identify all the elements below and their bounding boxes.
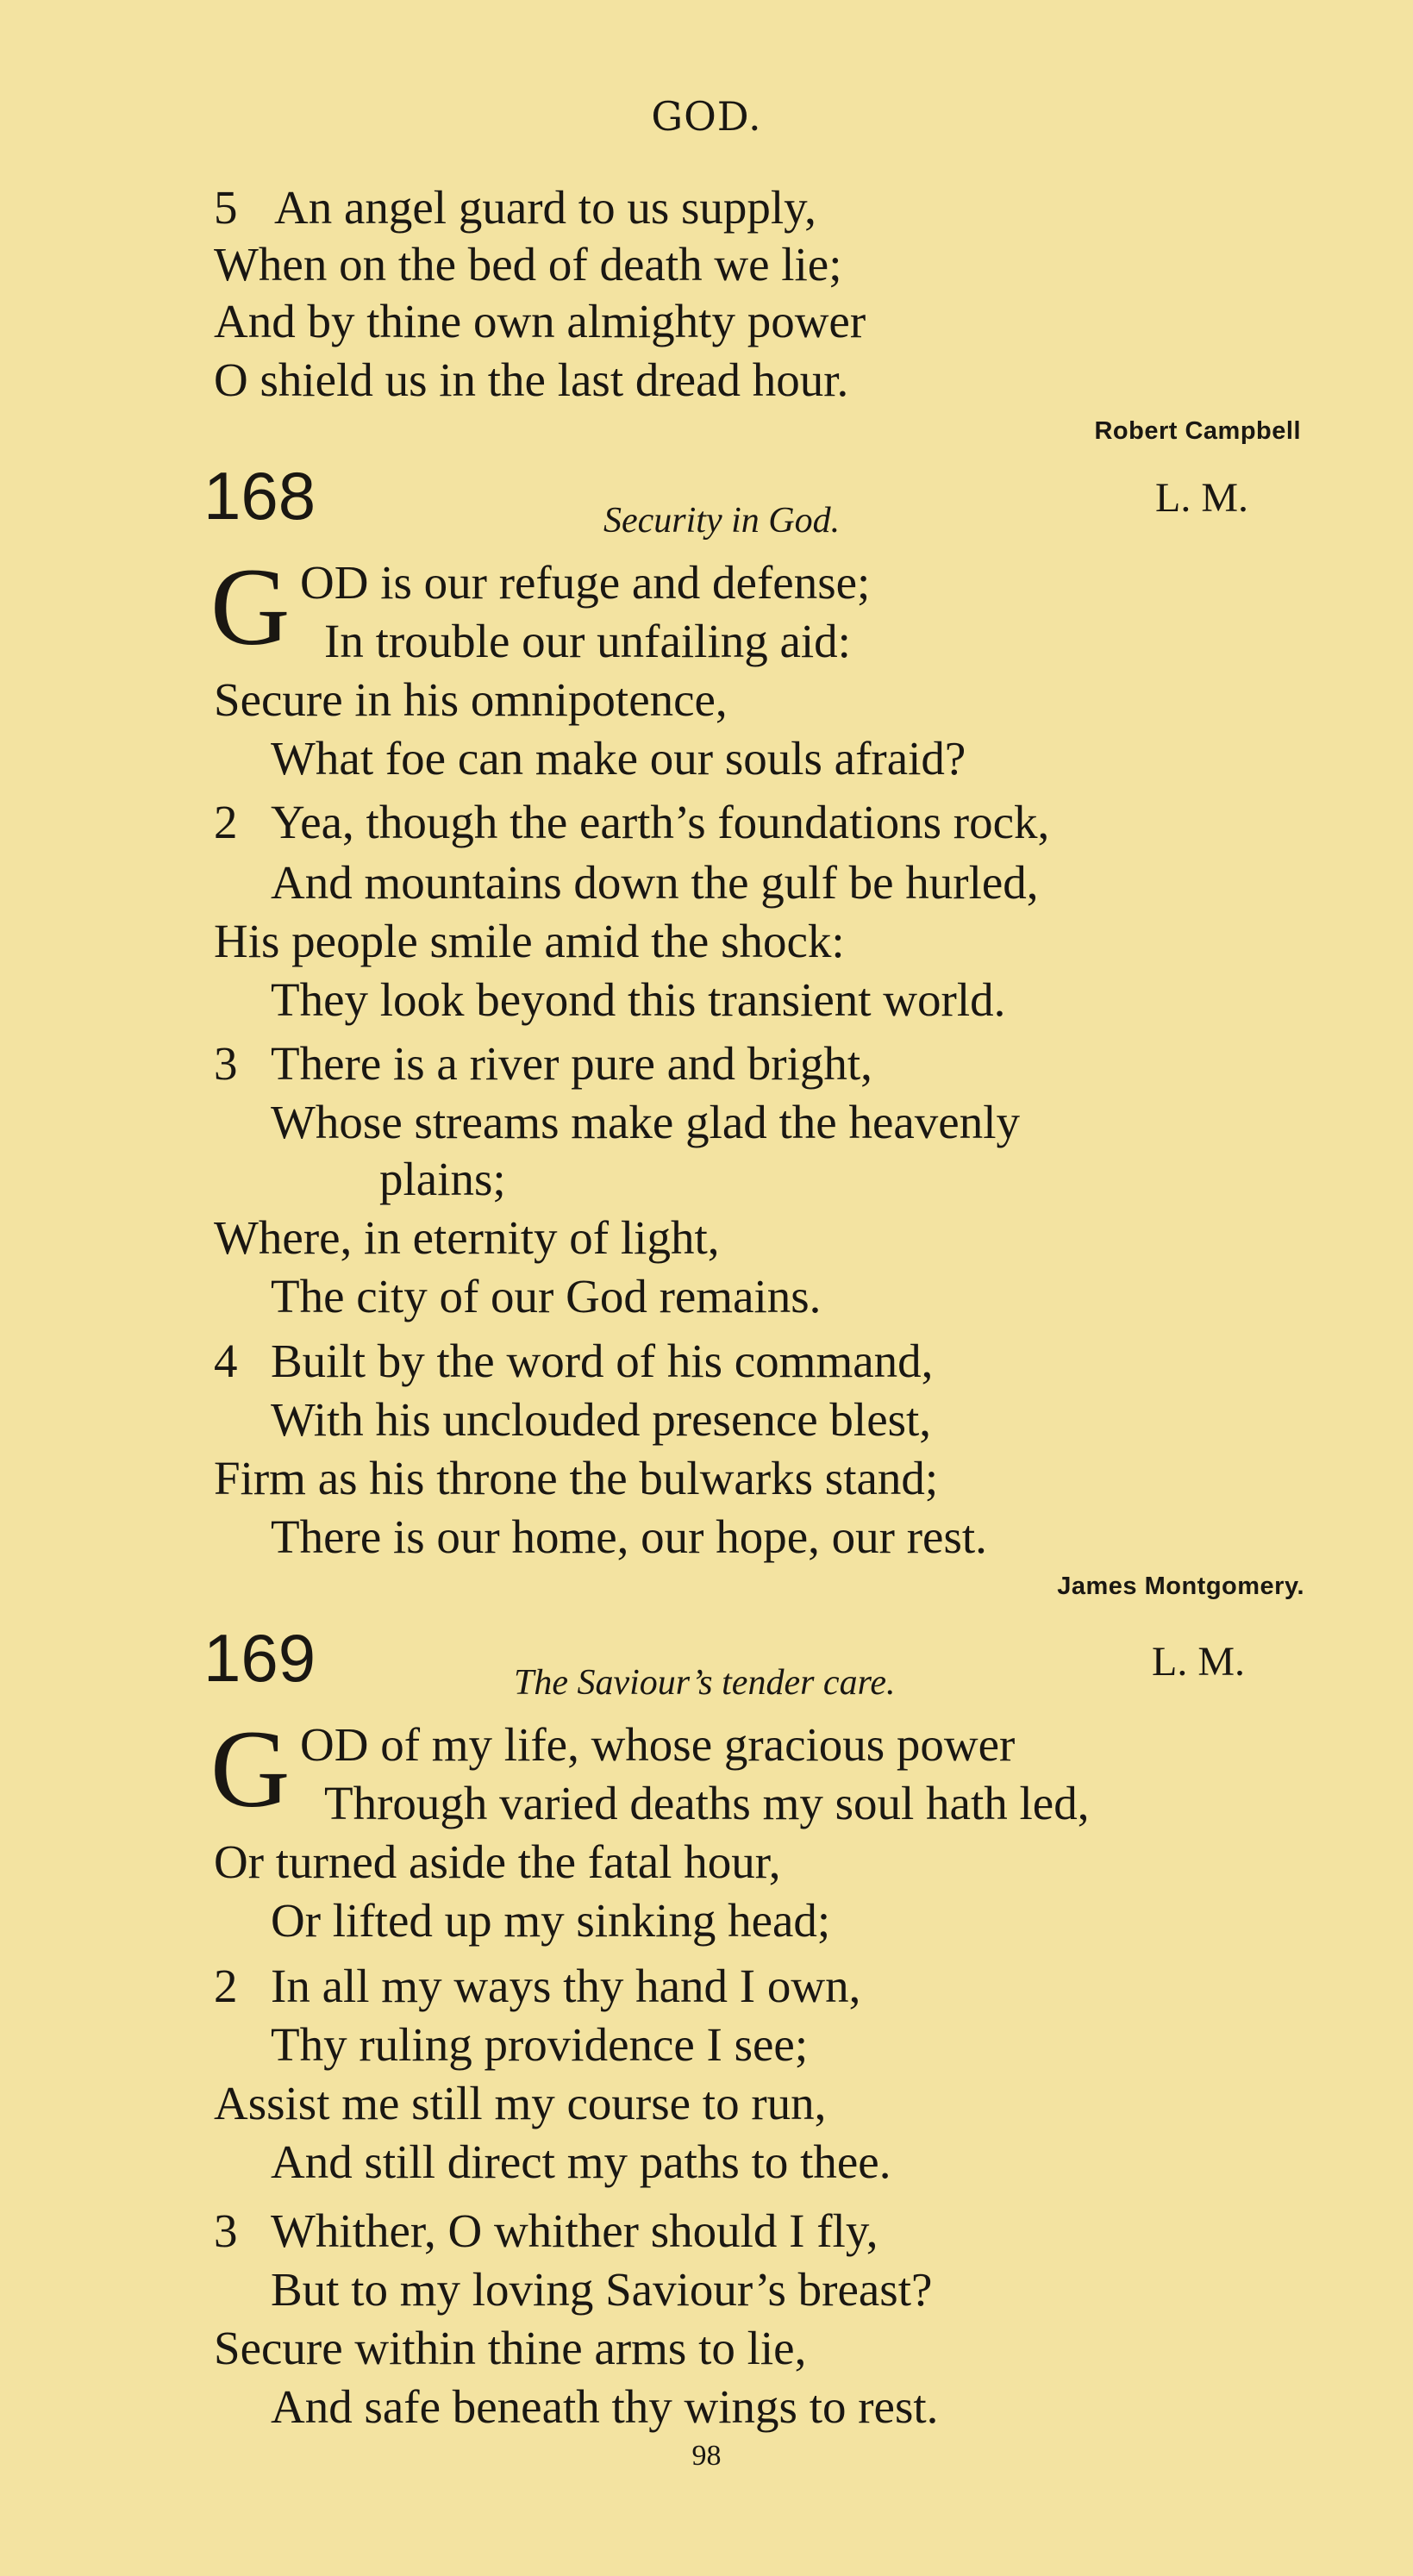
verse-number: 2 [214, 796, 238, 848]
hymn-number: 169 [203, 1620, 316, 1696]
verse-line: But to my loving Saviour’s breast? [271, 2263, 933, 2316]
verse-line: Whither, O whither should I fly, [271, 2204, 878, 2257]
verse-line: Secure in his omnipotence, [214, 673, 728, 726]
verse-line: Assist me still my course to run, [214, 2077, 827, 2129]
verse-line: In trouble our unfailing aid: [324, 615, 851, 667]
author-attribution: Robert Campbell [1094, 417, 1301, 445]
hymn-number: 168 [203, 458, 316, 534]
verse-number: 3 [214, 2204, 238, 2257]
verse-line: Secure within thine arms to lie, [214, 2322, 807, 2374]
verse-line: And safe beneath thy wings to rest. [271, 2380, 939, 2433]
verse-line: What foe can make our souls afraid? [271, 732, 966, 785]
verse-number: 2 [214, 1960, 238, 2012]
running-head: GOD. [651, 93, 762, 140]
verse-line: And still direct my paths to thee. [271, 2135, 891, 2188]
verse-number: 3 [214, 1037, 238, 1090]
verse-line: An angel guard to us supply, [274, 181, 816, 234]
verse-line: When on the bed of death we lie; [214, 238, 842, 291]
verse-line: In all my ways thy hand I own, [271, 1960, 861, 2012]
verse-line: plains; [379, 1153, 506, 1205]
verse-line: They look beyond this transient world. [271, 973, 1006, 1026]
verse-line: The city of our God remains. [271, 1270, 822, 1322]
verse-line: Where, in eternity of light, [214, 1211, 720, 1264]
hymn-title: Security in God. [603, 501, 841, 541]
verse-line: Through varied deaths my soul hath led, [324, 1777, 1090, 1829]
page-number: 98 [691, 2440, 722, 2472]
drop-cap: G [210, 546, 291, 668]
author-attribution: James Montgomery. [1057, 1572, 1304, 1600]
verse-line: And by thine own almighty power [214, 295, 866, 347]
verse-line: Yea, though the earth’s foundations rock, [271, 796, 1050, 848]
verse-line: And mountains down the gulf be hurled, [271, 856, 1039, 909]
verse-line: His people smile amid the shock: [214, 915, 845, 967]
verse-line: Or lifted up my sinking head; [271, 1894, 831, 1947]
verse-line: There is our home, our hope, our rest. [271, 1510, 987, 1563]
verse-line: OD of my life, whose gracious power [300, 1718, 1016, 1771]
verse-number: 5 [214, 181, 238, 234]
verse-line: Whose streams make glad the heavenly [271, 1096, 1020, 1148]
hymn-meter: L. M. [1152, 1639, 1245, 1685]
hymn-title: The Saviour’s tender care. [514, 1663, 896, 1703]
verse-line: O shield us in the last dread hour. [214, 353, 849, 406]
verse-line: OD is our refuge and defense; [300, 556, 871, 609]
hymn-meter: L. M. [1155, 475, 1248, 521]
verse-line: Or turned aside the fatal hour, [214, 1835, 781, 1888]
verse-line: Thy ruling providence I see; [271, 2018, 809, 2071]
drop-cap: G [210, 1708, 291, 1830]
verse-line: There is a river pure and bright, [271, 1037, 872, 1090]
verse-line: Firm as his throne the bulwarks stand; [214, 1452, 939, 1504]
verse-line: Built by the word of his command, [271, 1335, 934, 1387]
verse-line: With his unclouded presence blest, [271, 1393, 932, 1446]
verse-number: 4 [214, 1335, 238, 1387]
